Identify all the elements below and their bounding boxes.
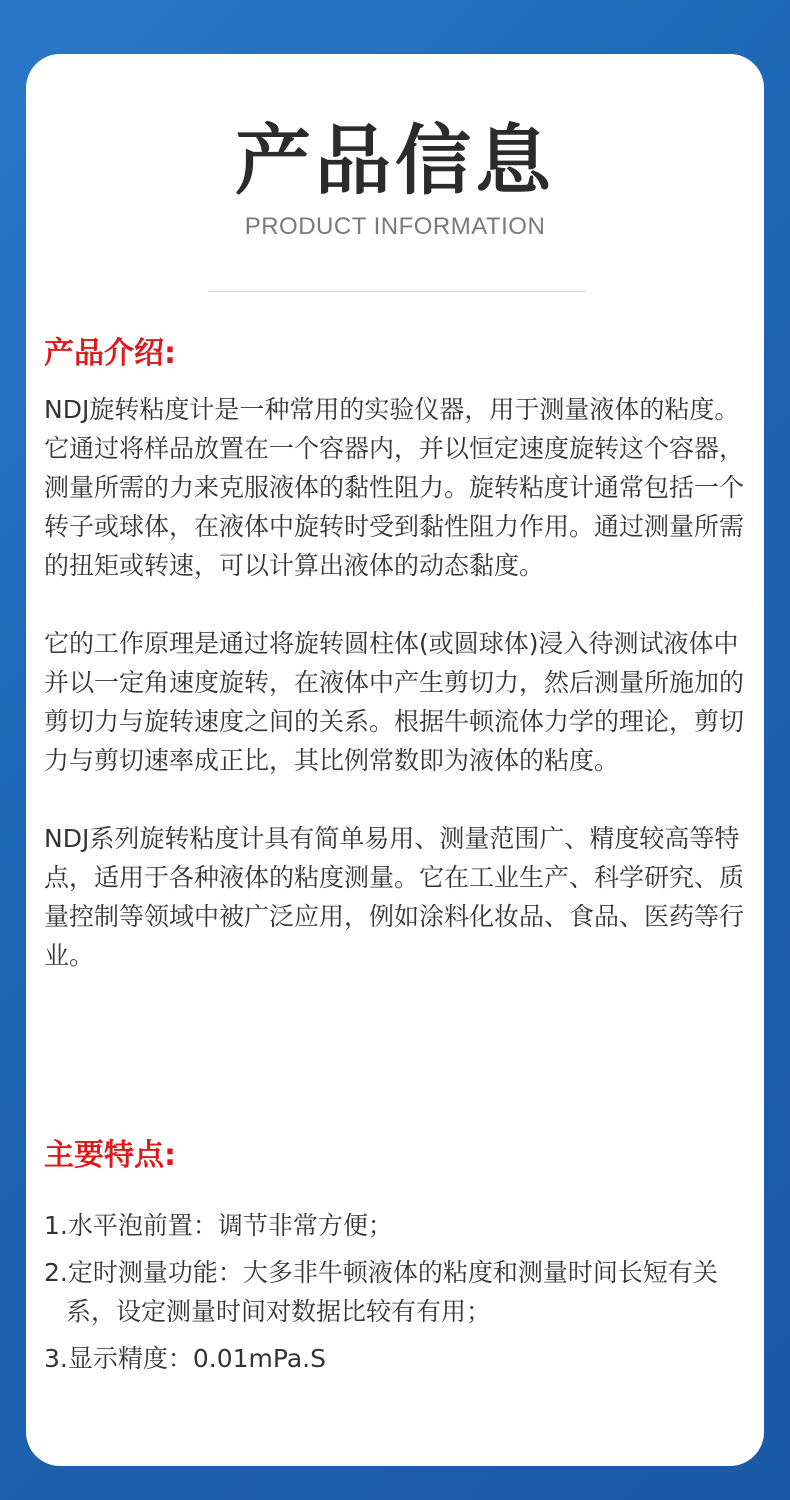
intro-paragraph-2: 它的工作原理是通过将旋转圆柱体(或圆球体)浸入待测试液体中并以一定角速度旋转，在液体中产生剪切力，然后测量所施加的剪切力与旋转速度之间的关系。根据牛顿流体力学的理论，剪切力与剪切速率成正比，其比例常数即为液体的粘度。: [44, 629, 745, 775]
features-heading: 主要特点:: [44, 1138, 176, 1173]
product-info-card: [26, 54, 764, 1466]
title-divider: [208, 291, 586, 292]
feature-item-2: 2.定时测量功能：大多非牛顿液体的粘度和测量时间长短有关系，设定测量时间对数据比较有有用；: [44, 1258, 718, 1326]
intro-heading: 产品介绍:: [44, 336, 176, 371]
feature-item-3: 3.显示精度：0.01mPa.S: [44, 1344, 326, 1373]
intro-paragraph-3: NDJ系列旋转粘度计具有简单易用、测量范围广、精度较高等特点，适用于各种液体的粘度测量。它在工业生产、科学研究、质量控制等领域中被广泛应用，例如涂料化妆品、食品、医药等行业。: [44, 824, 745, 970]
intro-paragraph-1: NDJ旋转粘度计是一种常用的实验仪器，用于测量液体的粘度。它通过将样品放置在一个容器内，并以恒定速度旋转这个容器，测量所需的力来克服液体的黏性阻力。旋转粘度计通常包括一个转子或球体，在液体中旋转时受到黏性阻力作用。通过测量所需的扭矩或转速，可以计算出液体的动态黏度。: [44, 395, 745, 580]
feature-item-1: 1.水平泡前置：调节非常方便；: [44, 1211, 393, 1240]
page-title: 产品信息: [235, 116, 555, 205]
page-subtitle: PRODUCT INFORMATION: [244, 213, 546, 240]
features-list: [44, 1206, 750, 1386]
intro-content: [44, 390, 750, 975]
